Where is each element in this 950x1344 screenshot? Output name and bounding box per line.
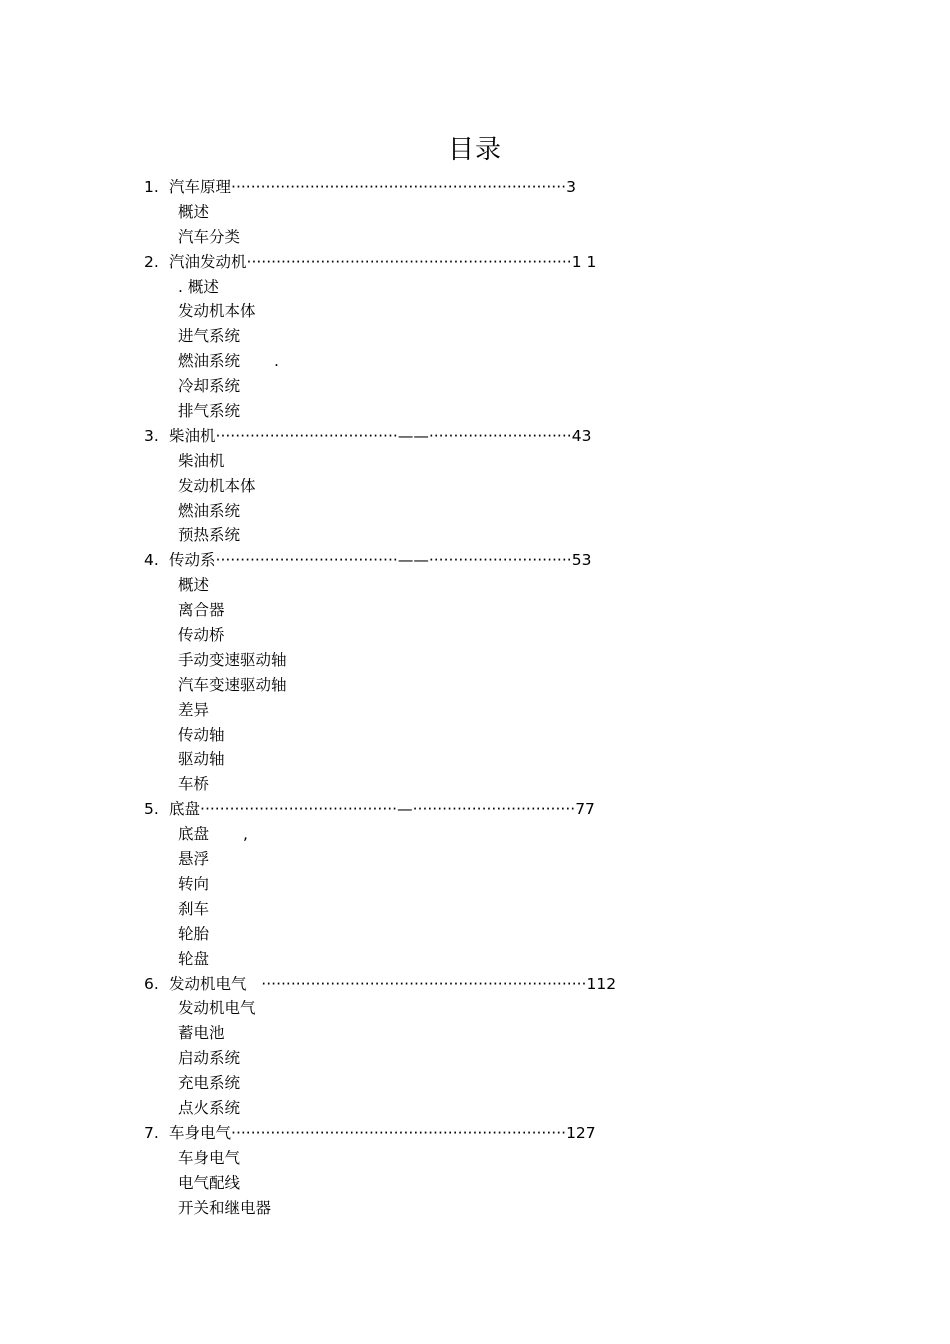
toc-subsection[interactable]: 汽车分类 xyxy=(178,227,241,246)
page-title: 目录 xyxy=(447,135,502,165)
stray-dot-mark: . xyxy=(274,352,279,371)
toc-subsection[interactable]: 转向 xyxy=(178,874,210,893)
toc-chapter-1[interactable] xyxy=(144,175,724,200)
toc-subsection[interactable]: . 概述 xyxy=(178,277,219,296)
toc-subsection[interactable]: 发动机电气 xyxy=(178,999,256,1018)
chapter-title: 柴油机 xyxy=(169,426,216,445)
toc-subsection[interactable]: 驱动轴 xyxy=(178,750,225,769)
toc-subsection-chassis[interactable] xyxy=(144,822,724,847)
toc-subsection[interactable]: 概述 xyxy=(178,202,210,221)
chapter-page-number: 112 xyxy=(586,974,617,993)
toc-subsection[interactable]: 开关和继电器 xyxy=(178,1198,272,1217)
toc-subsection[interactable]: 预热系统 xyxy=(178,526,241,545)
chapter-title: 底盘 xyxy=(169,800,201,819)
toc-subsection[interactable]: 车身电气 xyxy=(178,1148,241,1167)
dot-leader: ·································································· xyxy=(246,252,572,271)
chapter-title: 汽车原理 xyxy=(169,178,232,196)
toc-subsection[interactable]: 刹车 xyxy=(178,899,210,918)
dot-leader: ·····································——····························· xyxy=(215,551,572,570)
chapter-number: 5. xyxy=(144,800,159,819)
toc-subsection[interactable]: 概述 xyxy=(178,576,210,595)
chapter-title: 车身电气 xyxy=(169,1123,232,1142)
toc-subsection[interactable]: 轮胎 xyxy=(178,924,210,943)
chapter-page-number: 77 xyxy=(575,800,595,819)
chapter-number: 7. xyxy=(144,1123,159,1142)
toc-chapter-3[interactable] xyxy=(144,424,724,449)
chapter-number: 6. xyxy=(144,974,159,993)
toc-subsection[interactable]: 点火系统 xyxy=(178,1098,241,1117)
toc-subsection[interactable]: 电气配线 xyxy=(178,1173,241,1192)
toc-chapter-6[interactable] xyxy=(144,972,724,997)
toc-chapter-2[interactable] xyxy=(144,250,724,275)
toc-subsection[interactable]: 差异 xyxy=(178,700,210,719)
stray-comma-mark: , xyxy=(243,825,248,844)
chapter-number: 3. xyxy=(144,426,159,445)
toc-subsection[interactable]: 冷却系统 xyxy=(178,377,241,396)
toc-chapter-4[interactable] xyxy=(144,548,724,573)
dot-leader: ···································································· xyxy=(231,178,567,196)
chapter-page-number: 1 1 xyxy=(571,252,597,271)
toc-subsection[interactable]: 手动变速驱动轴 xyxy=(178,650,287,669)
chapter-number: 2. xyxy=(144,252,159,271)
toc-subsection[interactable]: 排气系统 xyxy=(178,402,241,421)
chapter-page-number: 43 xyxy=(571,426,592,445)
chapter-page-number: 53 xyxy=(571,551,592,570)
toc-subsection-label: 底盘 xyxy=(178,825,210,844)
toc-subsection-fuel[interactable] xyxy=(144,349,724,374)
toc-subsection[interactable]: 充电系统 xyxy=(178,1074,241,1093)
toc-subsection[interactable]: 发动机本体 xyxy=(178,302,256,321)
toc-chapter-7[interactable] xyxy=(144,1121,724,1146)
chapter-title: 发动机电气 xyxy=(169,974,247,993)
toc-subsection[interactable]: 启动系统 xyxy=(178,1049,241,1068)
toc-subsection[interactable]: 轮盘 xyxy=(178,949,210,968)
dot-leader: ········································—································· xyxy=(200,800,576,819)
dot-leader: ·································································· xyxy=(246,974,587,993)
toc-subsection-label: 燃油系统 xyxy=(178,352,241,371)
toc-subsection[interactable]: 柴油机 xyxy=(178,451,225,470)
toc-subsection[interactable]: 蓄电池 xyxy=(178,1024,225,1043)
toc-chapter-5[interactable] xyxy=(144,797,724,822)
toc-subsection[interactable]: 离合器 xyxy=(178,601,225,620)
toc-subsection[interactable]: 车桥 xyxy=(178,775,210,794)
toc-subsection[interactable]: 进气系统 xyxy=(178,327,241,346)
toc-subsection[interactable]: 发动机本体 xyxy=(178,476,256,495)
dot-leader: ·····································——····························· xyxy=(215,426,572,445)
dot-leader: ···································································· xyxy=(231,1123,567,1142)
toc-subsection[interactable]: 汽车变速驱动轴 xyxy=(178,675,287,694)
chapter-number: 4. xyxy=(144,551,159,570)
toc-subsection[interactable]: 悬浮 xyxy=(178,850,210,869)
toc-subsection[interactable]: 燃油系统 xyxy=(178,501,241,520)
toc-subsection[interactable]: 传动轴 xyxy=(178,725,225,744)
table-of-contents xyxy=(144,175,724,1220)
toc-subsection[interactable]: 传动桥 xyxy=(178,626,225,645)
chapter-page-number: 127 xyxy=(566,1123,596,1142)
chapter-page-number: 3 xyxy=(566,178,576,196)
chapter-number: 1. xyxy=(144,178,159,196)
chapter-title: 传动系 xyxy=(169,551,216,570)
chapter-title: 汽油发动机 xyxy=(169,252,247,271)
